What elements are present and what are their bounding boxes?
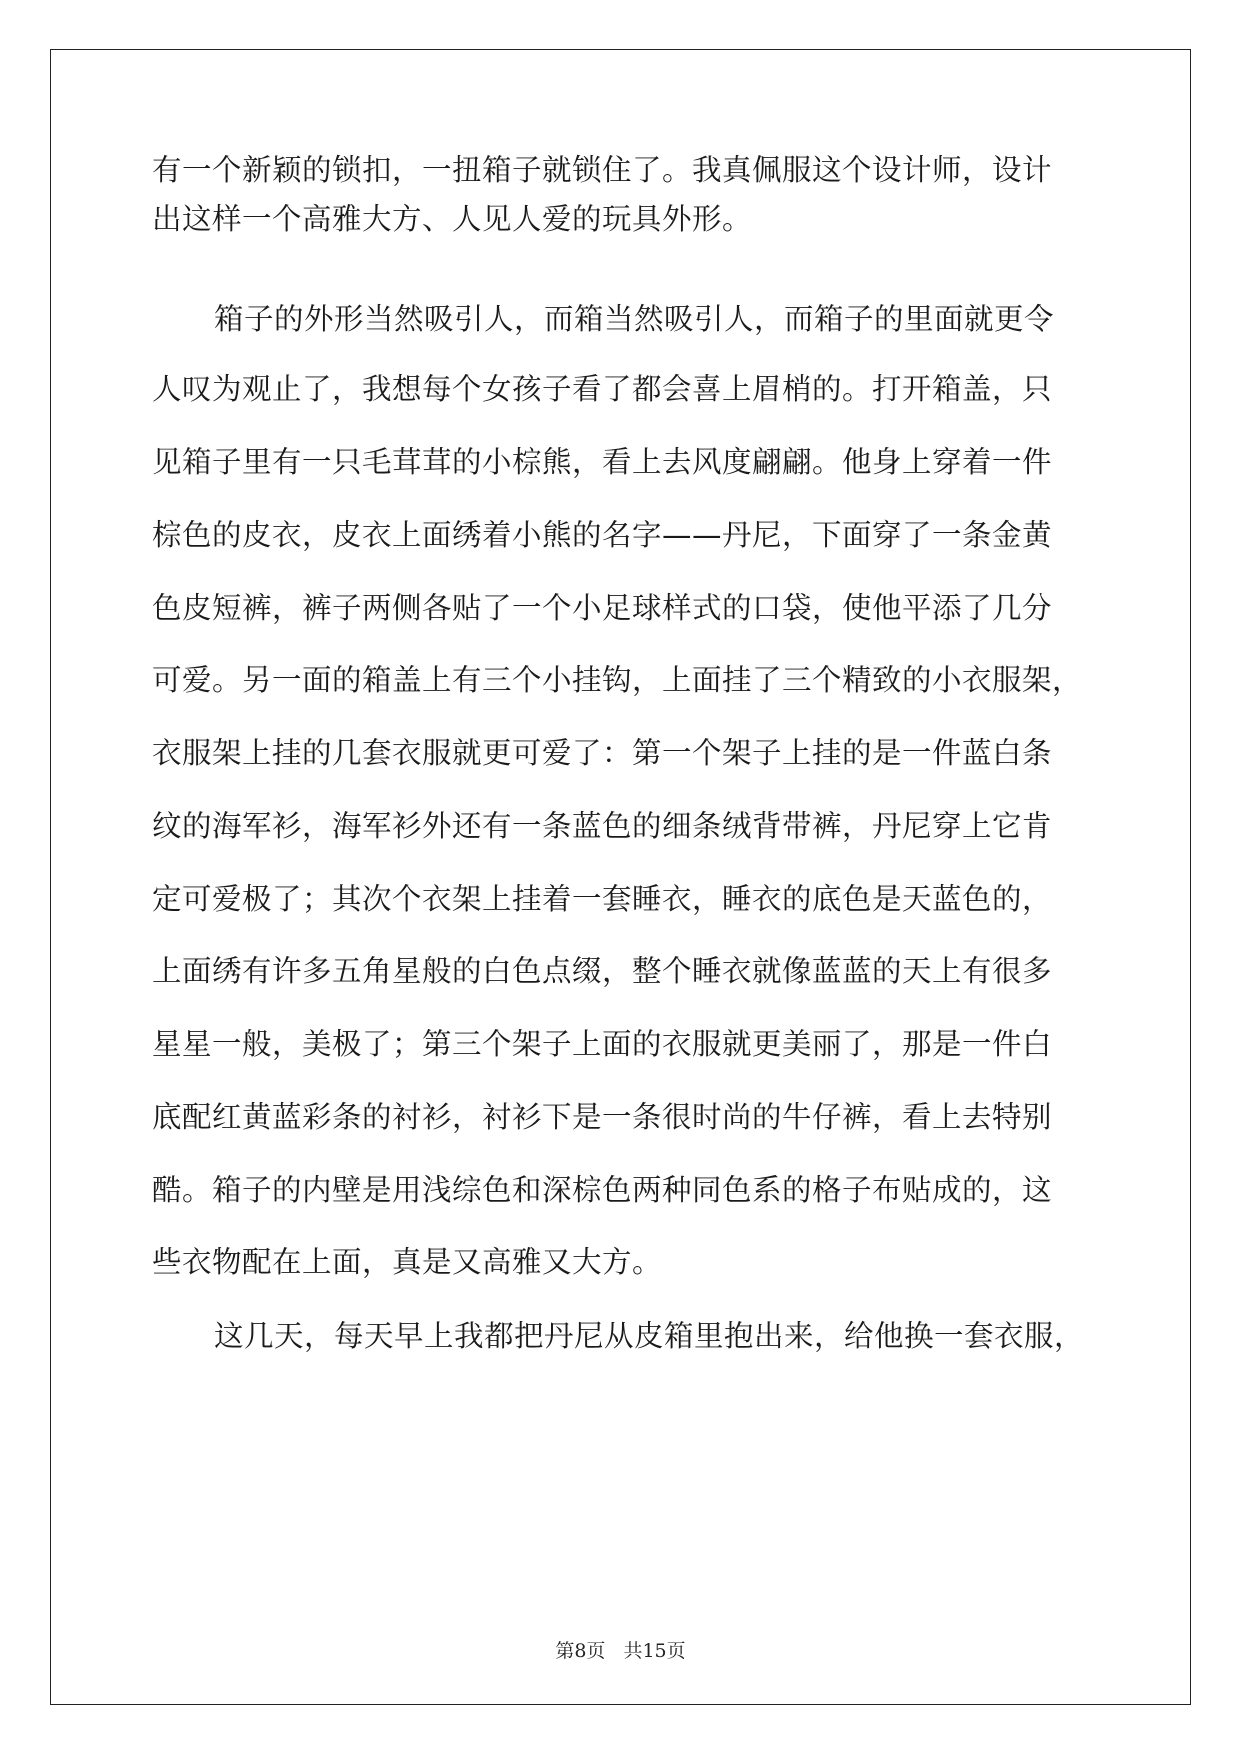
text-line: 上面绣有许多五角星般的白色点缀，整个睡衣就像蓝蓝的天上有很多 bbox=[152, 954, 1053, 988]
paragraph-start-line: 这几天，每天早上我都把丹尼从皮箱里抱出来，给他换一套衣服， bbox=[214, 1319, 1085, 1353]
text-line: 色皮短裤，裤子两侧各贴了一个小足球样式的口袋，使他平添了几分 bbox=[152, 591, 1053, 625]
text-line: 些衣物配在上面，真是又高雅又大方。 bbox=[152, 1245, 663, 1279]
text-line: 棕色的皮衣，皮衣上面绣着小熊的名字——丹尼，下面穿了一条金黄 bbox=[152, 518, 1053, 552]
text-line: 见箱子里有一只毛茸茸的小棕熊，看上去风度翩翩。他身上穿着一件 bbox=[152, 445, 1053, 479]
text-line: 酷。箱子的内壁是用浅综色和深棕色两种同色系的格子布贴成的，这 bbox=[152, 1173, 1053, 1207]
text-line: 定可爱极了；其次个衣架上挂着一套睡衣，睡衣的底色是天蓝色的， bbox=[152, 882, 1053, 916]
text-line: 纹的海军衫，海军衫外还有一条蓝色的细条绒背带裤，丹尼穿上它肯 bbox=[152, 809, 1053, 843]
page-footer bbox=[0, 1636, 1241, 1663]
page-number-total: 共15页 bbox=[623, 1640, 686, 1662]
text-line: 星星一般，美极了；第三个架子上面的衣服就更美丽了，那是一件白 bbox=[152, 1027, 1053, 1061]
page-border bbox=[50, 49, 1191, 1705]
text-line: 可爱。另一面的箱盖上有三个小挂钩，上面挂了三个精致的小衣服架， bbox=[152, 663, 1083, 697]
paragraph-start-line: 箱子的外形当然吸引人，而箱当然吸引人，而箱子的里面就更令 bbox=[214, 302, 1055, 336]
page-number-current: 第8页 bbox=[555, 1640, 606, 1662]
text-line: 有一个新颖的锁扣，一扭箱子就锁住了。我真佩服这个设计师，设计 bbox=[152, 153, 1053, 187]
text-line: 衣服架上挂的几套衣服就更可爱了：第一个架子上挂的是一件蓝白条 bbox=[152, 736, 1053, 770]
text-line: 人叹为观止了，我想每个女孩子看了都会喜上眉梢的。打开箱盖，只 bbox=[152, 372, 1053, 406]
text-line: 底配红黄蓝彩条的衬衫，衬衫下是一条很时尚的牛仔裤，看上去特别 bbox=[152, 1100, 1053, 1134]
text-line: 出这样一个高雅大方、人见人爱的玩具外形。 bbox=[152, 202, 753, 236]
